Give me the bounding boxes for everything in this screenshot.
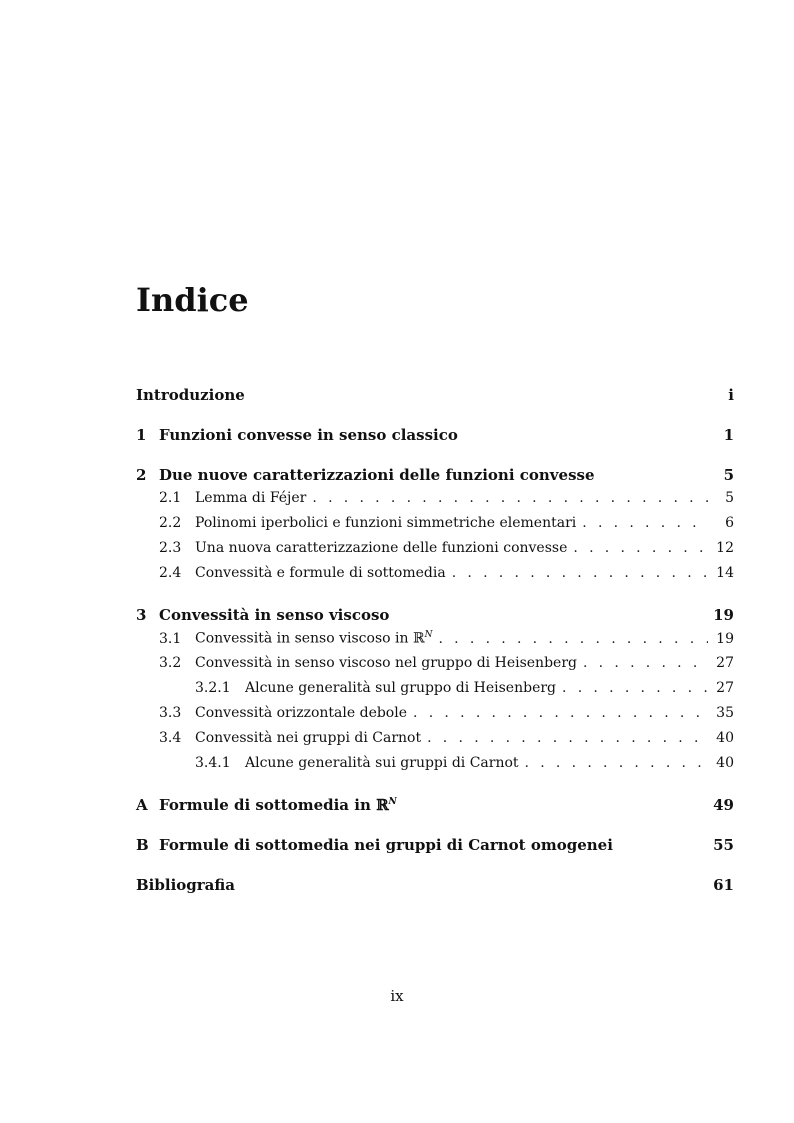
entry-page: 19 bbox=[716, 630, 734, 647]
entry-page: 49 bbox=[713, 796, 734, 814]
leader-dots bbox=[312, 490, 708, 506]
entry-page: 19 bbox=[713, 606, 734, 624]
leader-dots bbox=[582, 515, 708, 531]
entry-title: Alcune generalità sui gruppi di Carnot bbox=[245, 755, 519, 771]
page-number: ix bbox=[390, 987, 404, 1005]
page-title: Indice bbox=[136, 281, 249, 319]
entry-number: B bbox=[136, 836, 149, 854]
entry-number: 3.4.1 bbox=[195, 755, 231, 771]
entry-page: 12 bbox=[716, 540, 734, 556]
entry-title: Convessità in senso viscoso nel gruppo di Heisenberg bbox=[195, 655, 577, 671]
leader-dots bbox=[525, 755, 708, 771]
entry-title bbox=[195, 630, 432, 647]
toc-entry-chapter-2 bbox=[136, 466, 734, 490]
entry-title: Alcune generalità sul gruppo di Heisenberg bbox=[245, 680, 557, 696]
toc-entry-bibliography bbox=[136, 876, 734, 900]
entry-number: 3.2 bbox=[159, 655, 182, 671]
toc-entry-appendix-b bbox=[136, 836, 734, 860]
entry-page: 5 bbox=[725, 490, 734, 506]
entry-page: i bbox=[728, 386, 734, 404]
entry-number: 3.2.1 bbox=[195, 680, 231, 696]
toc-entry-chapter-3 bbox=[136, 606, 734, 630]
toc-entry-section-3-4 bbox=[136, 730, 734, 755]
entry-page: 1 bbox=[723, 426, 734, 444]
entry-title: Introduzione bbox=[136, 386, 245, 404]
leader-dots bbox=[438, 631, 708, 647]
entry-page: 40 bbox=[716, 755, 734, 771]
toc-entry-section-3-1 bbox=[136, 630, 734, 655]
entry-title: Convessità orizzontale debole bbox=[195, 705, 408, 721]
toc-entry-section-2-4 bbox=[136, 565, 734, 590]
entry-page: 27 bbox=[716, 655, 734, 671]
leader-dots bbox=[562, 680, 708, 696]
entry-number: 3.3 bbox=[159, 705, 182, 721]
entry-page: 14 bbox=[716, 565, 734, 581]
entry-title bbox=[159, 796, 713, 814]
entry-number: 3.1 bbox=[159, 630, 182, 647]
entry-title: Lemma di Féjer bbox=[195, 490, 307, 506]
entry-title: Bibliografia bbox=[136, 876, 236, 894]
entry-title: Una nuova caratterizzazione delle funzioni convesse bbox=[195, 540, 568, 556]
entry-number: 2.4 bbox=[159, 565, 182, 581]
leader-dots bbox=[427, 730, 708, 746]
entry-number: 2.1 bbox=[159, 490, 182, 506]
toc-entry-section-3-2 bbox=[136, 655, 734, 680]
leader-dots bbox=[452, 565, 708, 581]
entry-page: 40 bbox=[716, 730, 734, 746]
entry-number: 3 bbox=[136, 606, 147, 624]
entry-page: 61 bbox=[713, 876, 734, 894]
table-of-contents bbox=[136, 386, 734, 900]
entry-page: 27 bbox=[716, 680, 734, 696]
toc-entry-subsection-3-4-1 bbox=[136, 755, 734, 780]
entry-number: 2 bbox=[136, 466, 147, 484]
toc-entry-appendix-a bbox=[136, 796, 734, 820]
leader-dots bbox=[413, 705, 708, 721]
entry-page: 35 bbox=[716, 705, 734, 721]
toc-entry-section-2-3 bbox=[136, 540, 734, 565]
entry-number: 3.4 bbox=[159, 730, 182, 746]
entry-number: 2.3 bbox=[159, 540, 182, 556]
toc-entry-chapter-1 bbox=[136, 426, 734, 450]
toc-entry-subsection-3-2-1 bbox=[136, 680, 734, 705]
toc-entry-section-3-3 bbox=[136, 705, 734, 730]
entry-number: 2.2 bbox=[159, 515, 182, 531]
entry-page: 6 bbox=[725, 515, 734, 531]
entry-title: Polinomi iperbolici e funzioni simmetriche elementari bbox=[195, 515, 577, 531]
entry-number: A bbox=[136, 796, 148, 814]
entry-number: 1 bbox=[136, 426, 147, 444]
entry-page: 55 bbox=[713, 836, 734, 854]
entry-title: Formule di sottomedia nei gruppi di Carnot omogenei bbox=[159, 836, 613, 854]
entry-page: 5 bbox=[723, 466, 734, 484]
leader-dots bbox=[583, 655, 708, 671]
toc-entry-introduction bbox=[136, 386, 734, 410]
toc-entry-section-2-1 bbox=[136, 490, 734, 515]
entry-title: Convessità e formule di sottomedia bbox=[195, 565, 446, 581]
entry-title-text: Convessità in senso viscoso in ℝ bbox=[195, 630, 425, 647]
entry-title: Due nuove caratterizzazioni delle funzioni convesse bbox=[159, 466, 595, 484]
superscript: N bbox=[424, 630, 433, 640]
entry-title: Funzioni convesse in senso classico bbox=[159, 426, 458, 444]
leader-dots bbox=[573, 540, 708, 556]
entry-title-text: Formule di sottomedia in ℝ bbox=[159, 796, 389, 814]
superscript: N bbox=[388, 797, 397, 807]
entry-title: Convessità nei gruppi di Carnot bbox=[195, 730, 422, 746]
toc-entry-section-2-2 bbox=[136, 515, 734, 540]
entry-title: Convessità in senso viscoso bbox=[159, 606, 390, 624]
